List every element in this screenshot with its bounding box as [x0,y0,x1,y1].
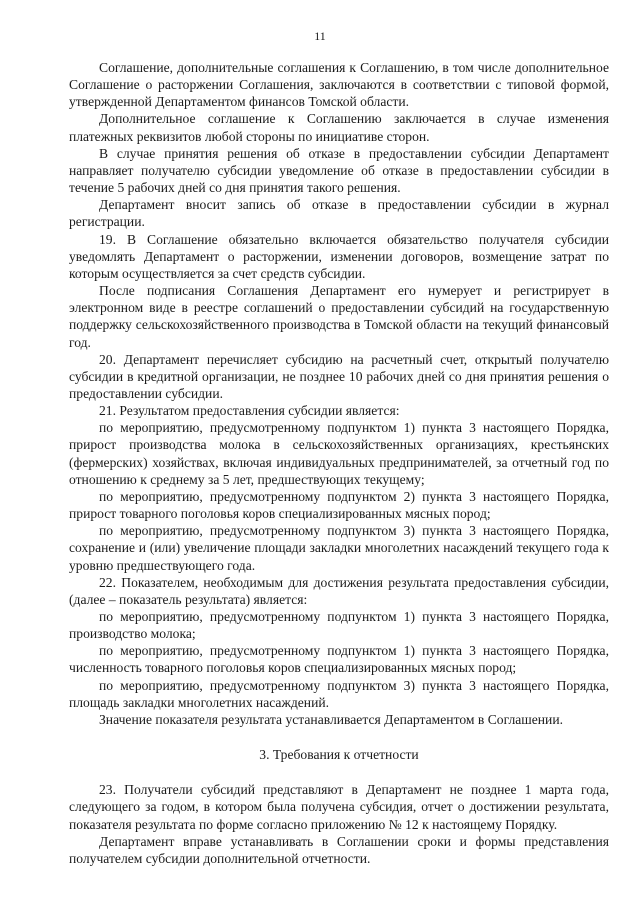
paragraph: по мероприятию, предусмотренному подпунктом 2) пункта 3 настоящего Порядка, прирост товарного поголовья коров специализированных мясных пород; [69,488,609,522]
paragraph: по мероприятию, предусмотренному подпунктом 3) пункта 3 настоящего Порядка, площадь закладки многолетних насаждений. [69,677,609,710]
document-body [69,59,609,867]
paragraph-23: 23. Получатели субсидий представляют в Департамент не позднее 1 марта года, следующего за годом, в котором была получена субсидия, отчет о достижении результата, показателя результата по форме согласно приложению № 12 к настоящему Порядку. [69,782,609,832]
paragraph-21: 21. Результатом предоставления субсидии является: [99,403,400,419]
paragraph-19: 19. В Соглашение обязательно включается обязательство получателя субсидии уведомлять Департамент о расторжении, изменении договоров, возмещение затрат по которым осуществляется за счет средств субсидии. [69,231,609,281]
spacer [69,763,609,781]
section-heading: 3. Требования к отчетности [259,747,419,763]
paragraph: В случае принятия решения об отказе в предоставлении субсидии Департамент направляет получателю субсидии уведомление об отказе в предоставлении субсидии в течение 5 рабочих дней со дня принятия такого решения. [69,145,609,196]
paragraph: по мероприятию, предусмотренному подпунктом 1) пункта 3 настоящего Порядка, численность товарного поголовья коров специализированных мясных пород; [69,643,609,676]
paragraph: Департамент вправе устанавливать в Соглашении сроки и формы представления получателем субсидии дополнительной отчетности. [69,833,609,866]
paragraph-22: 22. Показателем, необходимым для достижения результата предоставления субсидии, (далее – показатель результата) является: [69,574,609,607]
paragraph: После подписания Соглашения Департамент его нумерует и регистрирует в электронном виде в реестре соглашений о предоставлении субсидий на государственную поддержку сельскохозяйственного производства в Томской области на текущий финансовый год. [69,283,609,350]
paragraph: Департамент вносит запись об отказе в предоставлении субсидии в журнал регистрации. [69,197,609,230]
paragraph: Значение показателя результата устанавливается Департаментом в Соглашении. [99,711,563,727]
paragraph: по мероприятию, предусмотренному подпунктом 1) пункта 3 настоящего Порядка, прирост производства молока в сельскохозяйственных организациях, крестьянских (фермерских) хозяйствах, включая индивидуальных предпринимателей, за отчетный год по отношению к среднему за 5 лет, предшествующих текущему; [69,420,609,487]
paragraph: по мероприятию, предусмотренному подпунктом 3) пункта 3 настоящего Порядка, сохранение и (или) увеличение площади закладки многолетних насаждений текущего года к уровню предшествующего года. [69,523,609,573]
paragraph: по мероприятию, предусмотренному подпунктом 1) пункта 3 настоящего Порядка, производство молока; [69,609,609,642]
paragraph-20: 20. Департамент перечисляет субсидию на расчетный счет, открытый получателю субсидии в кредитной организации, не позднее 10 рабочих дней со дня принятия решения о предоставлении субсидии. [69,351,609,401]
paragraph: Соглашение, дополнительные соглашения к Соглашению, в том числе дополнительное Соглашение о расторжении Соглашения, заключаются в соответствии с типовой формой, утвержденной Департаментом финансов Томской области. [69,60,609,110]
paragraph: Дополнительное соглашение к Соглашению заключается в случае изменения платежных реквизитов любой стороны по инициативе сторон. [69,111,609,144]
page-number: 11 [314,29,326,43]
spacer [69,728,609,746]
